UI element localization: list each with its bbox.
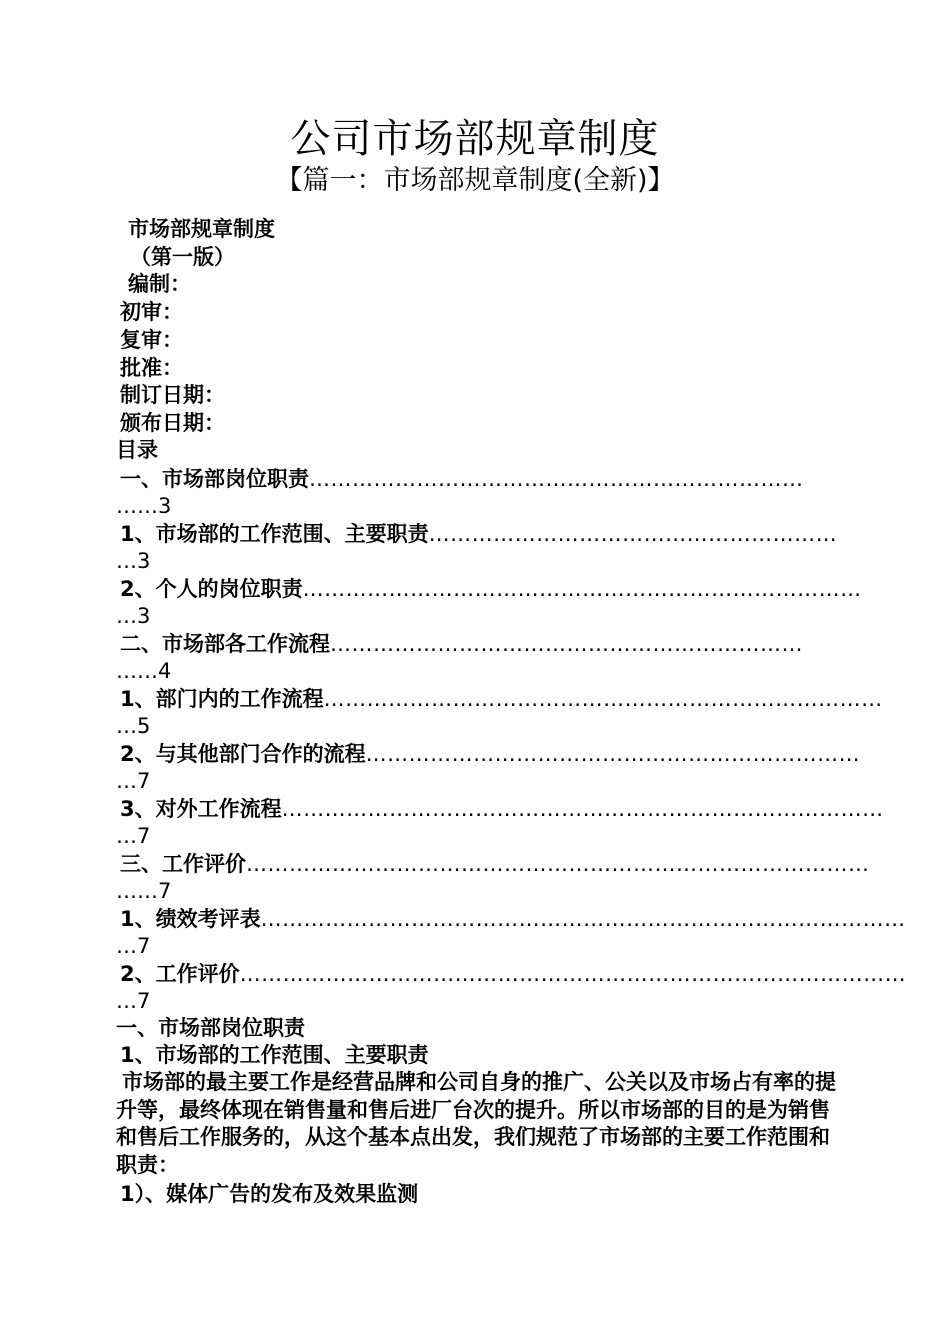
list-item: 1）、媒体广告的发布及效果监测 bbox=[120, 1182, 419, 1206]
toc-entry-label: 2、个人的岗位职责 bbox=[120, 577, 303, 601]
toc-entry-page: ……4 bbox=[116, 659, 172, 683]
section-heading: 一、市场部岗位职责 bbox=[116, 1016, 305, 1040]
toc-entry-label: 2、工作评价 bbox=[120, 962, 240, 986]
toc-entry bbox=[120, 630, 803, 658]
toc-entry-page: …7 bbox=[116, 934, 151, 958]
cover-field-issue-date: 颁布日期： bbox=[120, 411, 225, 435]
document-title: 公司市场部规章制度 bbox=[290, 116, 660, 162]
body-paragraph: 市场部的最主要工作是经营品牌和公司自身的推广、公关以及市场占有率的提升等，最终体现在销售量和售后进厂台次的提升。所以市场部的目的是为销售和售后工作服务的，从这个基本点出发，我们规范了市场部的主要工作范围和职责： bbox=[116, 1070, 836, 1177]
toc-heading: 目录 bbox=[116, 438, 158, 462]
cover-field-draft-date: 制订日期： bbox=[120, 383, 225, 407]
toc-entry bbox=[120, 960, 906, 988]
toc-entry-page: …5 bbox=[116, 714, 151, 738]
toc-entry-page: …3 bbox=[116, 604, 151, 628]
toc-entry bbox=[120, 685, 883, 713]
toc-entry-label: 1、绩效考评表 bbox=[120, 907, 261, 931]
toc-entry-page: ……7 bbox=[116, 879, 172, 903]
toc-entry bbox=[120, 740, 860, 768]
document-subtitle: 【篇一：市场部规章制度(全新)】 bbox=[275, 165, 675, 196]
toc-entry-label: 3、对外工作流程 bbox=[120, 797, 282, 821]
toc-entry-label: 二、市场部各工作流程 bbox=[120, 632, 330, 656]
toc-entry-page: ……3 bbox=[116, 494, 172, 518]
cover-field-compile: 编制： bbox=[128, 272, 191, 296]
toc-leader-dots: …………………………………………………………………… bbox=[302, 577, 862, 601]
toc-entry bbox=[120, 850, 870, 878]
toc-entry-page: …7 bbox=[116, 824, 151, 848]
cover-field-approve: 批准： bbox=[120, 356, 183, 380]
cover-name: 市场部规章制度 bbox=[128, 217, 275, 241]
cover-field-second-review: 复审： bbox=[120, 328, 183, 352]
toc-leader-dots: ………………………………………………………… bbox=[330, 632, 803, 656]
cover-version: （第一版） bbox=[130, 245, 235, 269]
toc-entry-page: …3 bbox=[116, 549, 151, 573]
toc-entry-label: 三、工作评价 bbox=[120, 852, 246, 876]
toc-entry-label: 1、市场部的工作范围、主要职责 bbox=[120, 522, 429, 546]
toc-leader-dots: ………………………………………………… bbox=[428, 522, 838, 546]
toc-entry-page: …7 bbox=[116, 769, 151, 793]
toc-leader-dots: …………………………………………………………… bbox=[309, 467, 804, 491]
toc-entry-page: …7 bbox=[116, 989, 151, 1013]
cover-field-first-review: 初审： bbox=[120, 300, 183, 324]
toc-entry bbox=[120, 905, 906, 933]
toc-leader-dots: …………………………………………………………………… bbox=[323, 687, 883, 711]
sub-heading: 1、市场部的工作范围、主要职责 bbox=[120, 1043, 429, 1067]
toc-leader-dots: …………………………………………………………………………… bbox=[246, 852, 870, 876]
toc-entry-label: 一、市场部岗位职责 bbox=[120, 467, 309, 491]
toc-entry bbox=[120, 520, 837, 548]
toc-entry-label: 2、与其他部门合作的流程 bbox=[120, 742, 366, 766]
toc-entry bbox=[120, 575, 862, 603]
toc-entry-label: 1、部门内的工作流程 bbox=[120, 687, 324, 711]
toc-entry bbox=[120, 795, 884, 823]
toc-leader-dots: ………………………………………………………………………………… bbox=[239, 962, 907, 986]
toc-leader-dots: ………………………………………………………………………… bbox=[281, 797, 884, 821]
toc-leader-dots: …………………………………………………………… bbox=[365, 742, 861, 766]
toc-leader-dots: ……………………………………………………………………………… bbox=[260, 907, 906, 931]
toc-entry bbox=[120, 465, 804, 493]
